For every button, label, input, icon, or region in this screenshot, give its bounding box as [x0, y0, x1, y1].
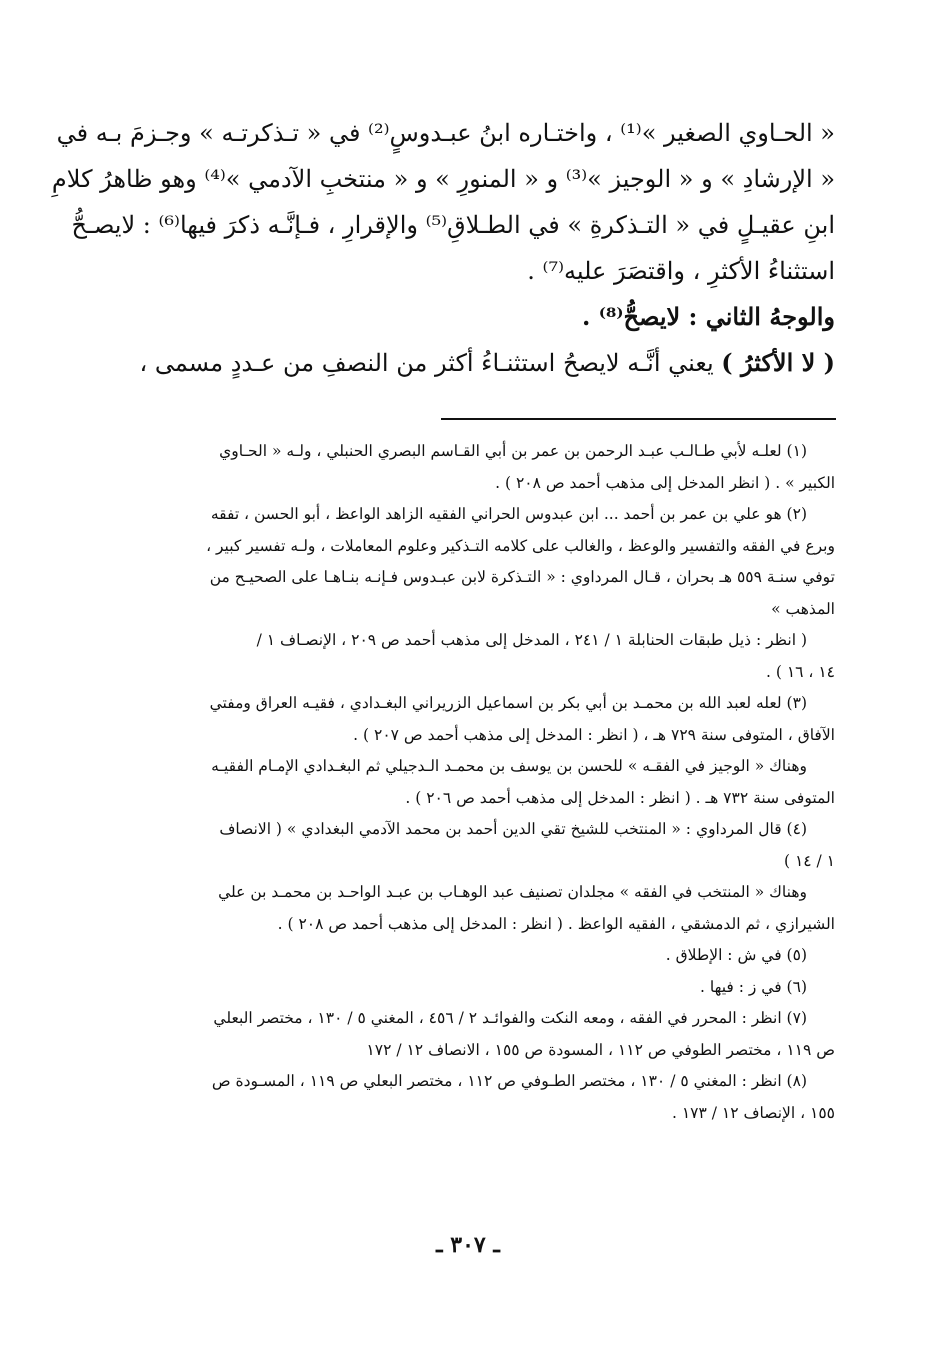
section-heading: والوجهُ الثاني : لايصحُّ⁽⁸⁾ . [581, 302, 835, 331]
commentary-rest: يعني أنَّـه لايصحُ استثنـاءُ أكثر من النصفِ من عـددٍ مسمى ، [139, 349, 722, 377]
footnote-line: المتوفى سنة ٧٣٢ هـ . ( انظر : المدخل إلى مذهب أحمد ص ٢٠٦ ) . [405, 788, 835, 807]
footnote-line: ص ١١٩ ، مختصر الطوفي ص ١١٢ ، المسودة ص ١٥٥ ، الانصاف ١٢ / ١٧٢ [366, 1040, 835, 1059]
footnote-line: الشيرازي ، ثم الدمشقي ، الفقيه الواعظ . ( انظر : المدخل إلى مذهب أحمد ص ٢٠٨ ) . [277, 914, 835, 933]
footnote-line: الكبير » . ( انظر المدخل إلى مذهب أحمد ص ٢٠٨ ) . [495, 473, 835, 492]
footnote-divider [441, 418, 836, 420]
footnote-line: المذهب » [771, 599, 835, 618]
footnote-line: ( انظر : ذيل طبقات الحنابلة ١ / ٢٤١ ، المدخل إلى مذهب أحمد ص ٢٠٩ ، الإنصـاف ١ / [256, 631, 807, 649]
footnote-line: ١٤ ، ١٦ ) . [766, 662, 835, 681]
footnote-line: (٧) انظر : المحرر في الفقه ، ومعه النكت والفوائـد ٢ / ٤٥٦ ، المغني ٥ / ١٣٠ ، مختصر البعلي [213, 1009, 807, 1027]
main-text-line: « الإرشادِ » و « الوجيز »⁽³⁾ و « المنورِ » و « منتخبِ الآدمي »⁽⁴⁾ وهو ظاهرُ كلامِ [51, 165, 835, 193]
footnote-line: (٤) قال المرداوي : « المنتخب للشيخ تقي الدين أحمد بن محمد الآدمي البغدادي » ( الانصاف [219, 820, 807, 838]
page-number: ـ ٣٠٧ ـ [436, 1232, 500, 1258]
footnote-line: (٣) لعله لعبد الله بن محمـد بن أبي بكر بن اسماعيل الزريراني البغـدادي ، فقيـه العراق ومفتي [209, 694, 807, 712]
footnotes [135, 436, 835, 1129]
footnote-line: (٢) هو علي بن عمر بن أحمد ... ابن عبدوس الحراني الفقيه الزاهد الواعظ ، أبو الحسن ، تفقه [210, 505, 807, 523]
footnote-line: ١٥٥ ، الإنصاف ١٢ / ١٧٣ . [671, 1103, 835, 1122]
commentary-line [135, 340, 835, 386]
commentary-lead: ( لا الأكثرُ ) [721, 348, 835, 377]
footnote-line: الآفاق ، المتوفى سنة ٧٢٩ هـ ، ( انظر : المدخل إلى مذهب أحمد ص ٢٠٧ ) . [353, 725, 835, 744]
footnote-line: (٨) انظر : المغني ٥ / ١٣٠ ، مختصر الطـوفي ص ١١٢ ، مختصر البعلي ص ١١٩ ، المسـودة ص [211, 1072, 807, 1090]
footnote-line: توفي سنـة ٥٥٩ هـ بحران ، قـال المرداوي : « التـذكرة لابن عبـدوس فـإنـه بنـاهـا على الصحيـح من [209, 568, 835, 586]
footnote-line: (١) لعلـه لأبي طـالـب عبـد الرحمن بن عمر بن أبي القـاسم البصري الحنبلي ، ولـه « الحـاوي [219, 442, 807, 460]
footnote-line: وهناك « المنتخب في الفقه » مجلدان تصنيف عبد الوهـاب بن عبـد الواحـد بن محمـد بن علي [218, 883, 807, 901]
main-text-line: استثناءُ الأكثرِ ، واقتصَرَ عليه⁽⁷⁾ . [527, 257, 835, 285]
main-text-line: ابنِ عقيـلٍ في « التـذكرةِ » في الطـلاقِ⁽⁵⁾ والإقرارِ ، فـإنَّـه ذكرَ فيها⁽⁶⁾ : لايصـحُّ [71, 211, 835, 239]
footnote-line: ١ / ١٤ ) [783, 851, 835, 870]
main-text-line: « الحـاوي الصغير »⁽¹⁾ ، واختـاره ابنُ عبـدوسٍ⁽²⁾ في « تـذكرتـه » وجـزمَ بـه في [56, 119, 835, 147]
footnote-line: وبرع في الفقه والتفسير والوعظ ، والغالب على كلامه التـذكير وعلوم المعاملات ، ولـه تفسير كبير ، [206, 536, 835, 555]
main-text [51, 110, 835, 386]
footnote-line: (٥) في ش : الإطلاق . [665, 946, 807, 964]
footnote-line: (٦) في ز : فيها . [700, 977, 807, 996]
footnote-line: وهناك « الوجيز في الفقـه » للحسن بن يوسف بن محمـد الـدجيلي ثم البغـدادي الإمـام الفقيـه [211, 757, 807, 775]
